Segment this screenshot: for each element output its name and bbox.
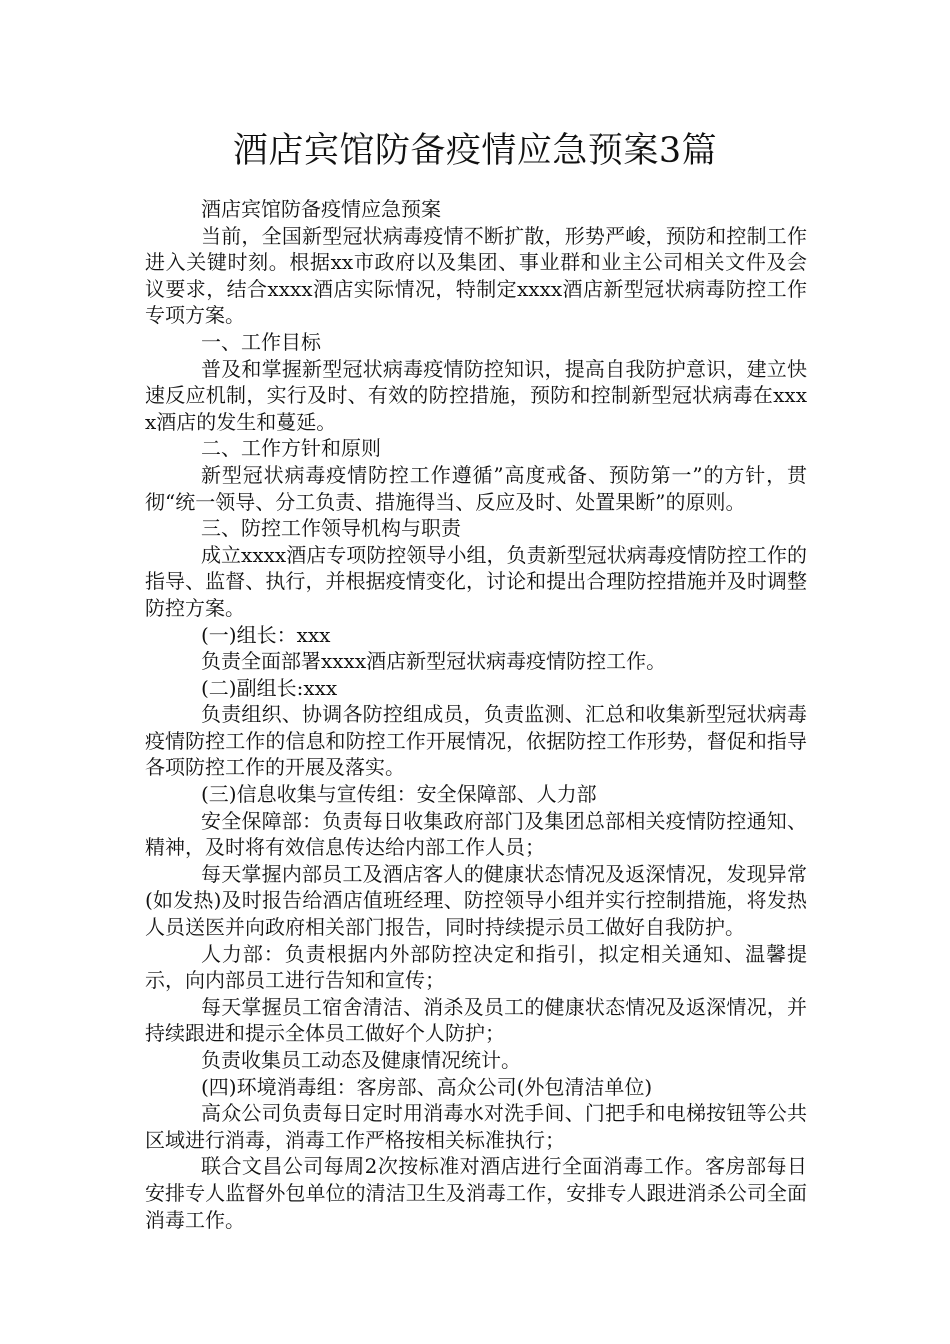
paragraph-gaozhong: 高众公司负责每日定时用消毒水对洗手间、门把手和电梯按钮等公共区域进行消毒，消毒工作严格按相关标准执行； bbox=[145, 1101, 807, 1152]
paragraph-subtitle: 酒店宾馆防备疫情应急预案 bbox=[201, 197, 441, 221]
item-heading-info-group: (三)信息收集与宣传组：安全保障部、人力部 bbox=[201, 782, 597, 807]
paragraph-dormitory: 每天掌握员工宿舍清洁、消杀及员工的健康状态情况及返深情况，并持续跟进和提示全体员工做好个人防护； bbox=[145, 994, 807, 1046]
section-heading-organization: 三、防控工作领导机构与职责 bbox=[201, 516, 461, 541]
item-heading-deputy: (二)副组长:xxx bbox=[201, 675, 338, 700]
item-heading-disinfection-group: (四)环境消毒组：客房部、高众公司(外包清洁单位) bbox=[201, 1074, 653, 1099]
section-heading-goals: 一、工作目标 bbox=[201, 329, 321, 354]
paragraph-principles: 新型冠状病毒疫情防控工作遵循”高度戒备、预防第一”的方针，贯彻“统一领导、分工负责、措施得当、反应及时、处置果断”的原则。 bbox=[145, 462, 807, 514]
paragraph-organization: 成立xxxx酒店专项防控领导小组，负责新型冠状病毒疫情防控工作的指导、监督、执行，并根据疫情变化，讨论和提出合理防控措施并及时调整防控方案。 bbox=[145, 542, 807, 620]
document-body bbox=[145, 196, 807, 1233]
paragraph-daily-health: 每天掌握内部员工及酒店客人的健康状态情况及返深情况，发现异常(如发热)及时报告给酒店值班经理、防控领导小组并实行控制措施，将发热人员送医并向政府相关部门报告，同时持续提示员工做好自我防护。 bbox=[145, 861, 807, 940]
paragraph-hr-dept: 人力部：负责根据内外部防控决定和指引，拟定相关通知、温馨提示，向内部员工进行告知和宣传； bbox=[145, 941, 807, 993]
paragraph-wenchang: 联合文昌公司每周2次按标准对酒店进行全面消毒工作。客房部每日安排专人监督外包单位的清洁卫生及消毒工作，安排专人跟进消杀公司全面消毒工作。 bbox=[145, 1154, 807, 1232]
paragraph-leader: 负责全面部署xxxx酒店新型冠状病毒疫情防控工作。 bbox=[201, 649, 667, 674]
section-heading-principles: 二、工作方针和原则 bbox=[201, 436, 381, 461]
item-heading-leader: (一)组长：xxx bbox=[201, 622, 331, 647]
paragraph-statistics: 负责收集员工动态及健康情况统计。 bbox=[201, 1048, 521, 1072]
paragraph-deputy: 负责组织、协调各防控组成员，负责监测、汇总和收集新型冠状病毒疫情防控工作的信息和防控工作开展情况，依据防控工作形势，督促和指导各项防控工作的开展及落实。 bbox=[145, 702, 807, 780]
paragraph-goals: 普及和掌握新型冠状病毒疫情防控知识，提高自我防护意识，建立快速反应机制，实行及时、有效的防控措施，预防和控制新型冠状病毒在xxxx酒店的发生和蔓延。 bbox=[145, 356, 807, 434]
document-title: 酒店宾馆防备疫情应急预案3篇 bbox=[232, 131, 718, 171]
paragraph-security-dept: 安全保障部：负责每日收集政府部门及集团总部相关疫情防控通知、精神，及时将有效信息传达给内部工作人员； bbox=[145, 808, 807, 860]
paragraph-intro: 当前，全国新型冠状病毒疫情不断扩散，形势严峻，预防和控制工作进入关键时刻。根据xx市政府以及集团、事业群和业主公司相关文件及会议要求，结合xxxx酒店实际情况，特制定xxxx酒店新型冠状病毒防控工作专项方案。 bbox=[145, 223, 807, 328]
